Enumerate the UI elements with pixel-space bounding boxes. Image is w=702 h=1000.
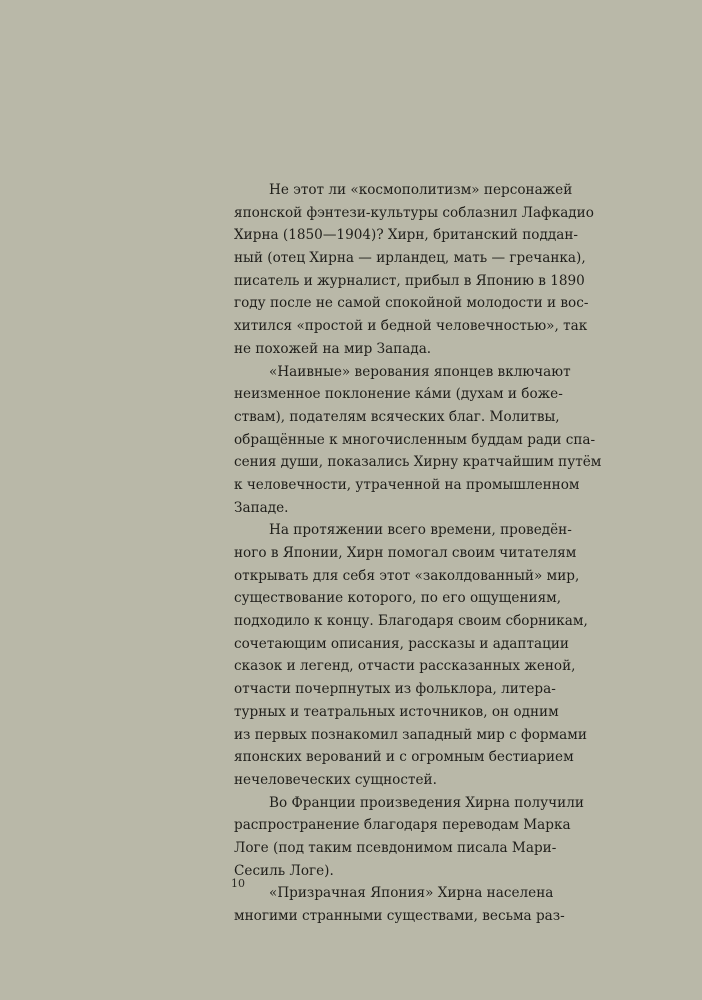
text-line: японской фэнтези-культуры соблазнил Лафкадио <box>234 204 594 221</box>
text-line: не похожей на мир Запада. <box>234 340 432 357</box>
text-line: нечеловеческих сущностей. <box>234 771 437 788</box>
paragraph <box>234 519 588 791</box>
page-number: 10 <box>231 877 245 890</box>
text-line: хитился «простой и бедной человечностью», так <box>234 318 588 335</box>
text-line: ствам), подателям всяческих благ. Молитвы, <box>234 408 560 425</box>
text-line: неизменное поклонение ка́ми (духам и боже- <box>234 386 563 403</box>
text-line: турных и театральных источников, он одним <box>234 703 559 720</box>
text-line: Логе (под таким псевдонимом писала Мари- <box>234 839 557 856</box>
paragraph <box>234 792 584 883</box>
text-line: ного в Японии, Хирн помогал своим читателям <box>234 545 577 561</box>
paragraph <box>234 361 602 520</box>
text-line: сказок и легенд, отчасти рассказанных женой, <box>234 658 576 675</box>
text-line: сочетающим описания, рассказы и адаптации <box>234 635 569 652</box>
text-line: Не этот ли «космополитизм» персонажей <box>269 182 573 198</box>
text-line: распространение благодаря переводам Марка <box>234 817 571 834</box>
text-line: На протяжении всего времени, проведён- <box>269 522 572 539</box>
paragraph <box>234 179 594 361</box>
text-line: отчасти почерпнутых из фольклора, литера- <box>234 681 556 698</box>
text-line: Западе. <box>234 499 289 516</box>
text-line: существование которого, по его ощущениям, <box>234 590 562 607</box>
text-line: сения души, показались Хирну кратчайшим путём <box>234 454 602 471</box>
text-line: из первых познакомил западный мир с формами <box>234 726 587 743</box>
text-line: году после не самой спокойной молодости и вос- <box>234 295 589 312</box>
body-text <box>234 179 602 928</box>
text-line: к человечности, утраченной на промышленном <box>234 476 580 493</box>
text-line: открывать для себя этот «заколдованный» мир, <box>234 567 580 584</box>
text-line: Во Франции произведения Хирна получили <box>269 794 584 811</box>
text-line: Сесиль Логе). <box>234 862 334 879</box>
text-line: подходило к концу. Благодаря своим сборникам, <box>234 613 588 630</box>
text-line: ный (отец Хирна — ирландец, мать — гречанка), <box>234 250 586 267</box>
text-line: Хирна (1850—1904)? Хирн, британский поддан- <box>234 227 578 244</box>
text-line: многими странными существами, весьма раз- <box>234 908 565 924</box>
text-line: писатель и журналист, прибыл в Японию в 1890 <box>234 272 585 289</box>
text-line: «Призрачная Япония» Хирна населена <box>269 885 554 902</box>
paragraph <box>234 882 565 927</box>
text-line: японских верований и с огромным бестиарием <box>234 749 574 766</box>
text-line: обращённые к многочисленным буддам ради спа- <box>234 431 596 448</box>
text-line: «Наивные» верования японцев включают <box>269 363 571 380</box>
